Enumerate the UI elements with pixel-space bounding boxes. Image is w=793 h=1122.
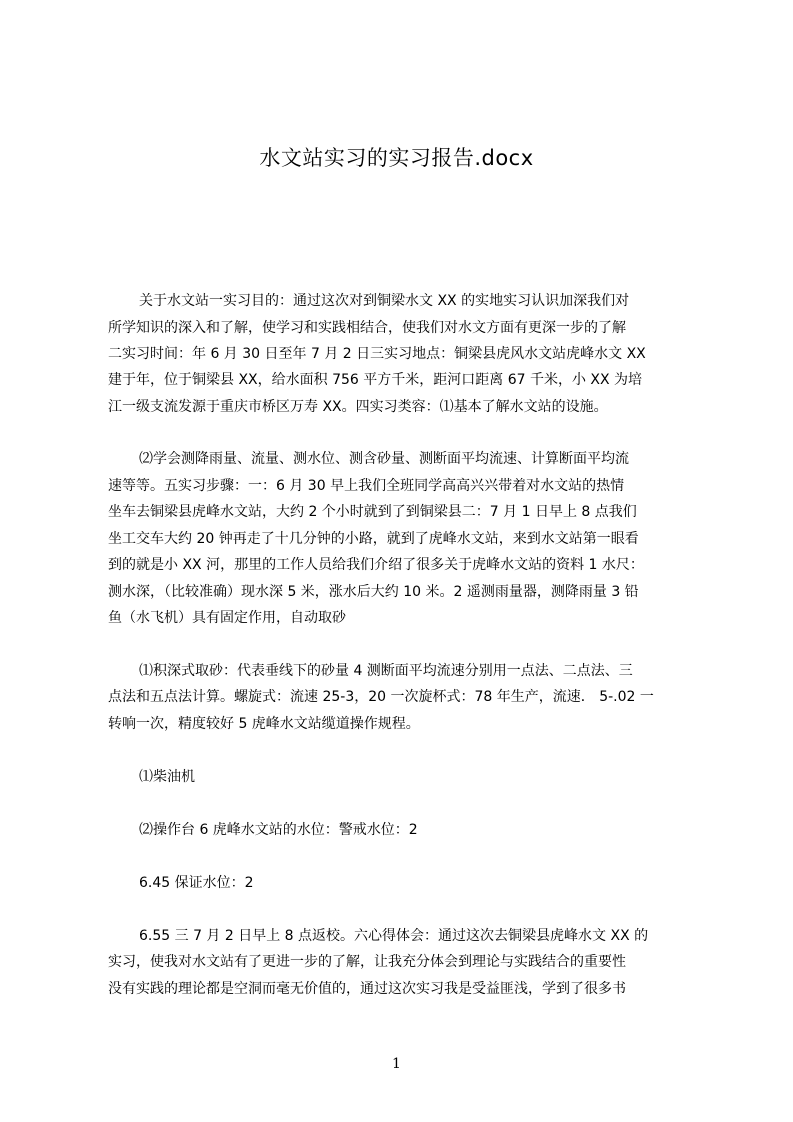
text-line: 转响一次，精度较好 5 虎峰水文站缆道操作规程。: [108, 716, 420, 732]
text-line: ⑵操作台 6 虎峰水文站的水位：警戒水位：2: [139, 822, 418, 838]
text-line: ⑵学会测降雨量、流量、测水位、测含砂量、测断面平均流速、计算断面平均流: [139, 451, 629, 467]
text-line: 二实习时间：年 6 月 30 日至年 7 月 2 日三实习地点：铜梁县虎风水文站虎峰水文 XX: [108, 346, 646, 362]
text-line: 测水深，（比较准确）现水深 5 米，涨水后大约 10 米。2 遥测雨量器，测降雨量 3 铅: [108, 584, 639, 600]
text-line: 鱼（水飞机）具有固定作用，自动取砂: [108, 610, 346, 626]
text-line: 速等等。五实习步骤：一：6 月 30 早上我们全班同学高高兴兴带着对水文站的热情: [108, 478, 625, 494]
text-line: 6.55 三 7 月 2 日早上 8 点返校。六心得体会：通过这次去铜梁县虎峰水文 XX 的: [139, 928, 649, 944]
text-line: 坐工交车大约 20 钟再走了十几分钟的小路，就到了虎峰水文站，来到水文站第一眼看: [108, 531, 639, 547]
text-line: 没有实践的理论都是空洞而毫无价值的，通过这次实习我是受益匪浅，学到了很多书: [108, 981, 626, 997]
text-line: 关于水文站一实习目的：通过这次对到铜梁水文 XX 的实地实习认识加深我们对: [139, 293, 630, 309]
text-line: 坐车去铜梁县虎峰水文站，大约 2 个小时就到了到铜梁县二：7 月 1 日早上 8 点我们: [108, 504, 637, 520]
text-line: ⑴积深式取砂：代表垂线下的砂量 4 测断面平均流速分别用一点法、二点法、三: [139, 663, 633, 679]
text-line: 点法和五点法计算。螺旋式：流速 25-3，20 一次旋杯式：78 年生产，流速． 5-.02 一: [108, 689, 654, 705]
text-line: 江一级支流发源于重庆市桥区万寿 XX。四实习类容：⑴基本了解水文站的设施。: [108, 399, 608, 415]
page-number: 1: [392, 1056, 401, 1072]
text-line: 所学知识的深入和了解，使学习和实践相结合，使我们对水文方面有更深一步的了解: [108, 320, 626, 336]
document-title: 水文站实习的实习报告.docx: [259, 146, 534, 170]
text-line: 建于年，位于铜梁县 XX，给水面积 756 平方千米，距河口距离 67 千米，小 XX 为培: [108, 372, 643, 388]
text-line: ⑴柴油机: [139, 769, 195, 785]
text-line: 实习，使我对水文站有了更进一步的了解，让我充分体会到理论与实践结合的重要性: [108, 954, 626, 970]
text-line: 6.45 保证水位：2: [139, 875, 254, 891]
text-line: 到的就是小 XX 河，那里的工作人员给我们介绍了很多关于虎峰水文站的资料 1 水尺：: [108, 557, 644, 573]
